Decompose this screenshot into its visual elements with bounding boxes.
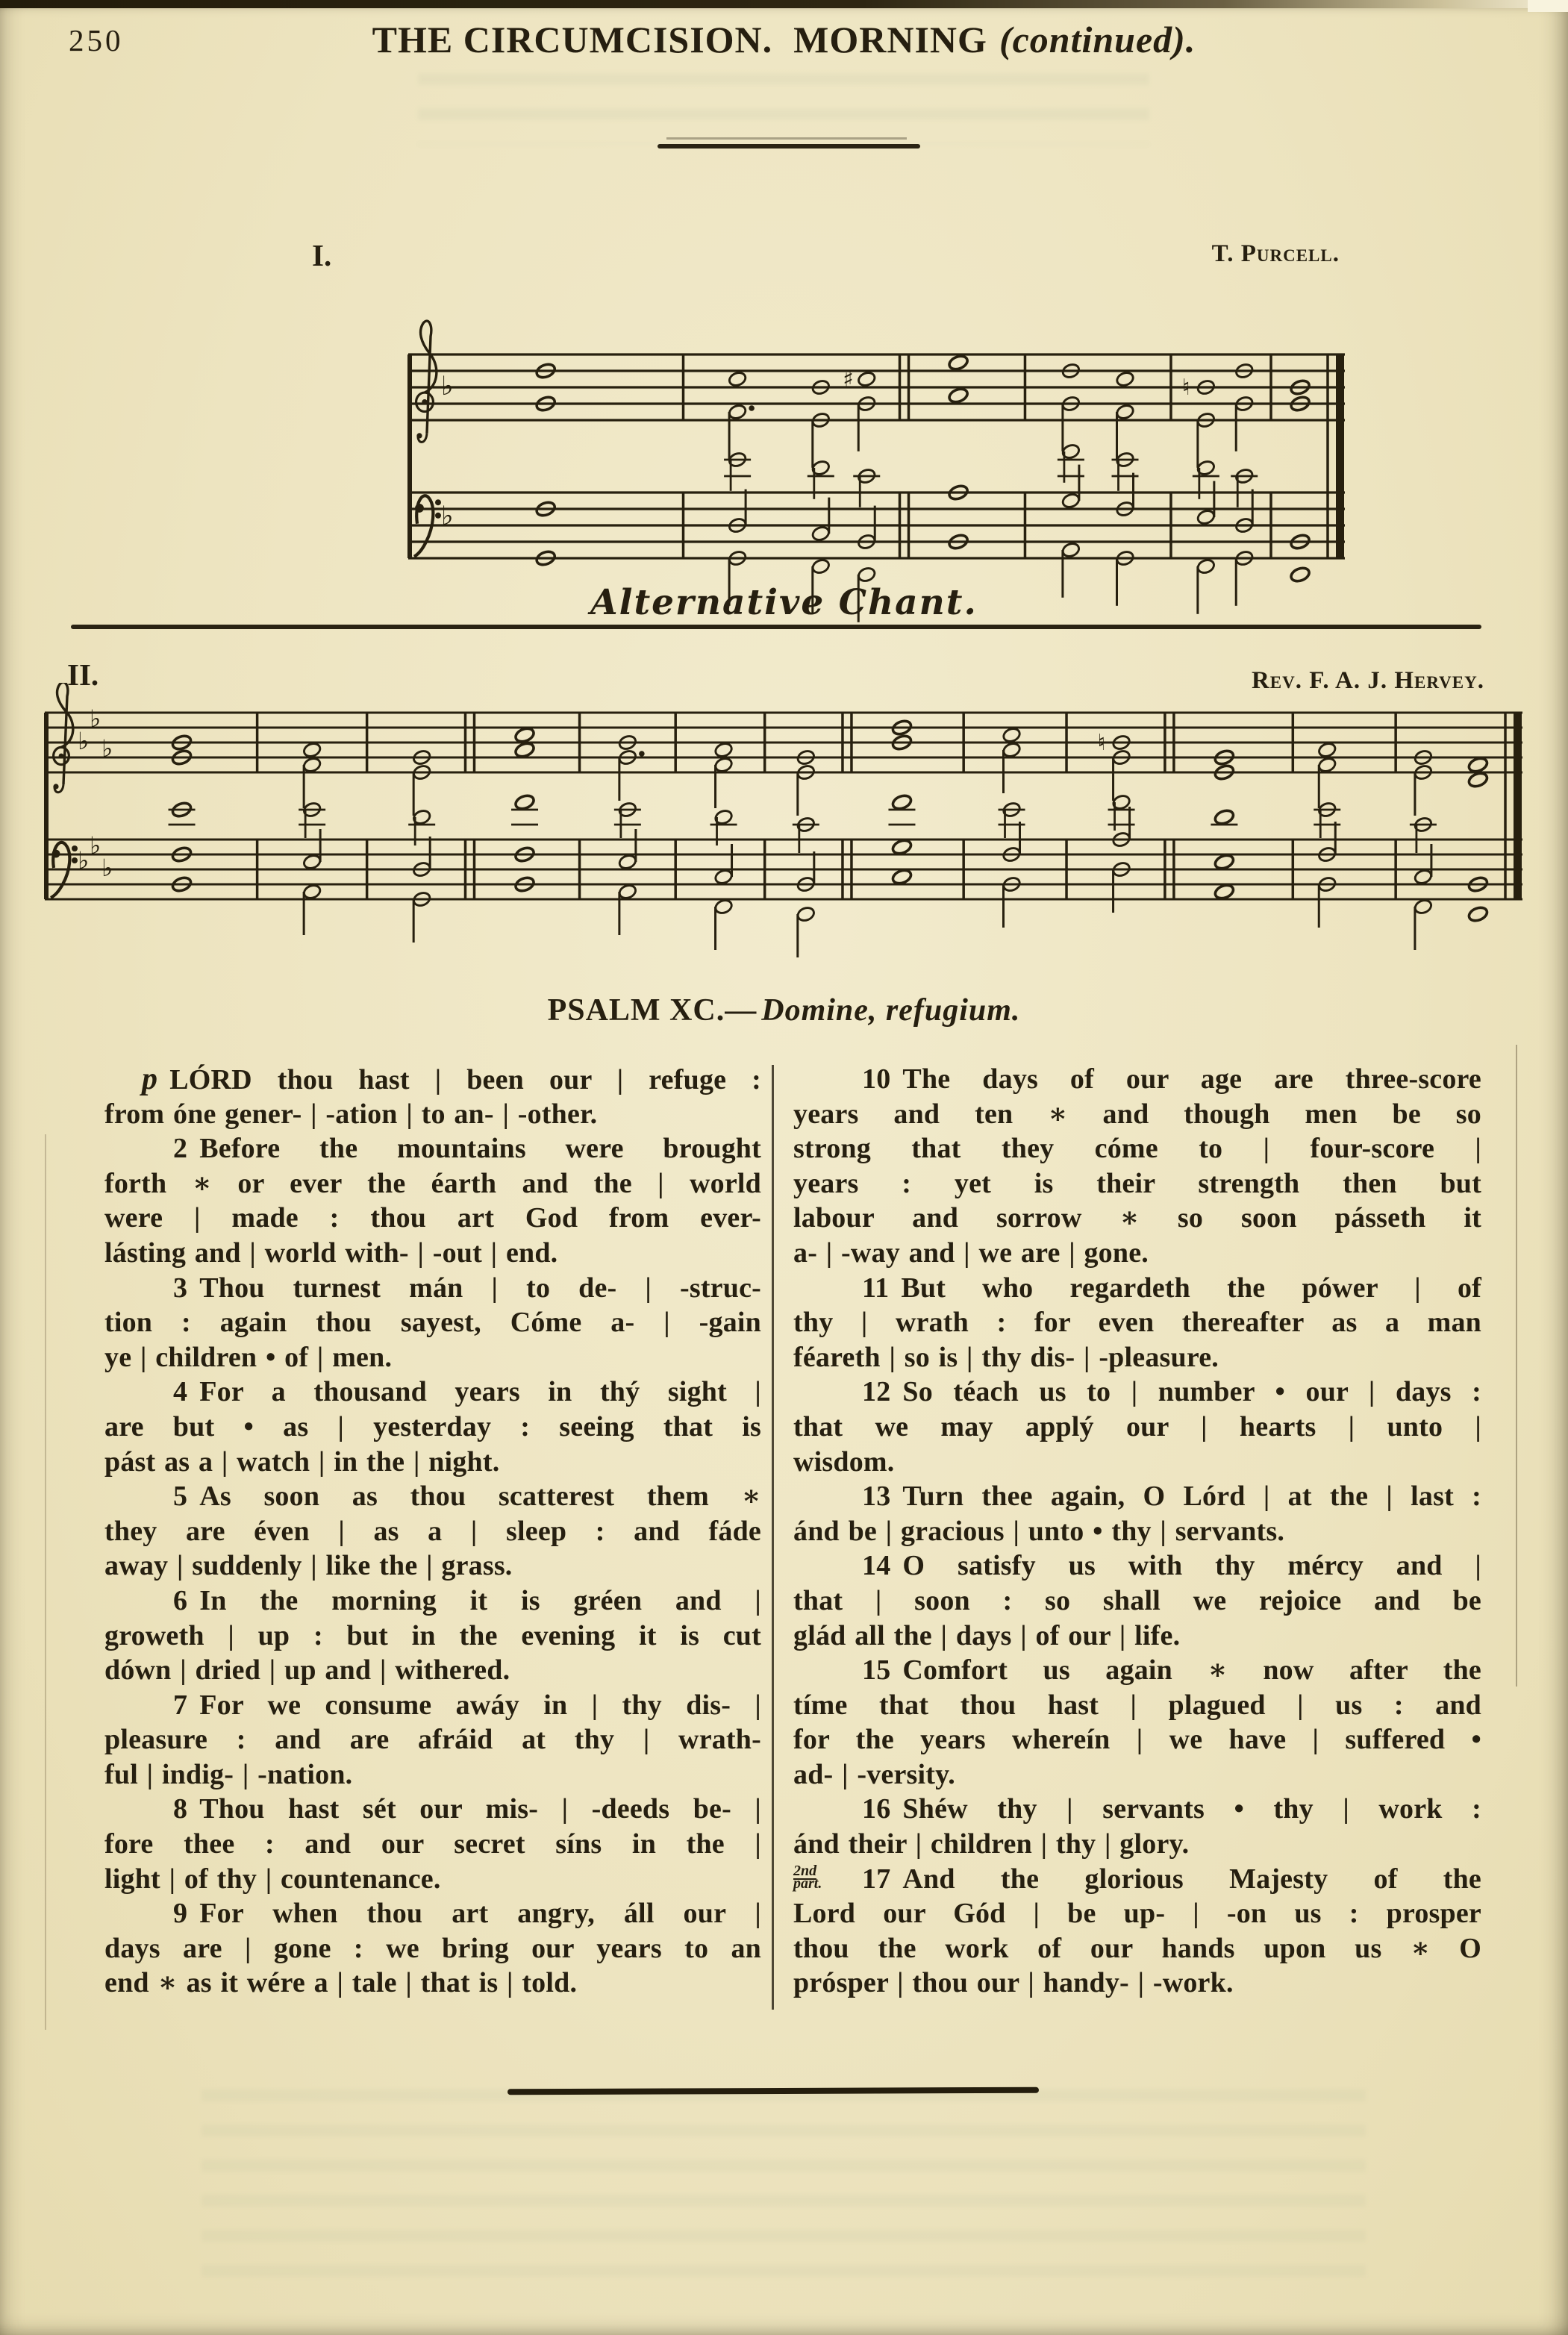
psalm-line: 9 For when thou art angry, áll our | xyxy=(173,1898,761,1930)
psalm-line: strong that they cóme to | four-score | xyxy=(793,1133,1481,1165)
psalm-line: forth ∗ or ever the éarth and the | world xyxy=(104,1167,761,1199)
verse-number: 16 xyxy=(862,1793,891,1825)
psalm-line: days are | gone : we bring our years to an xyxy=(104,1932,761,1964)
psalm-line: tíme that thou hast | plagued | us : and xyxy=(793,1689,1481,1721)
footer-rule xyxy=(507,2087,1039,2095)
alternative-chant-label: Alternative Chant. xyxy=(590,582,978,623)
psalm-line: ad- | -versity. xyxy=(793,1758,955,1790)
psalm-column-left xyxy=(104,1062,761,2001)
psalm-line: 15 Comfort us again ∗ now after the xyxy=(862,1654,1481,1687)
svg-text:♯: ♯ xyxy=(843,366,854,393)
psalm-line: 4 For a thousand years in thý sight | xyxy=(173,1376,761,1408)
psalm-line: 16 Shéw thy | servants • thy | work : xyxy=(862,1793,1481,1825)
page-title xyxy=(0,18,1568,61)
psalm-line: lásting and | world with- | -out | end. xyxy=(104,1237,558,1269)
psalm-line: away | suddenly | like the | grass. xyxy=(104,1550,513,1582)
psalm-line: were | made : thou art God from ever- xyxy=(104,1202,761,1234)
alternative-chant-rule xyxy=(71,625,1481,629)
page-number: 250 xyxy=(69,23,124,57)
verse-number: 5 xyxy=(173,1481,188,1513)
verse-number: 9 xyxy=(173,1898,188,1930)
psalm-line: prósper | thou our | handy- | -work. xyxy=(793,1967,1234,1999)
verse-number: 12 xyxy=(862,1376,891,1408)
psalm-line: wisdom. xyxy=(793,1445,895,1478)
psalm-line: are but • as | yesterday : seeing that is xyxy=(104,1410,761,1442)
psalm-line: ful | indig- | -nation. xyxy=(104,1758,353,1790)
column-divider-rule xyxy=(772,1065,774,2010)
psalm-line: end ∗ as it wére a | tale | that is | told. xyxy=(104,1967,578,1999)
psalm-line: tion : again thou sayest, Cóme a- | -gain xyxy=(104,1307,761,1339)
verse-number: 10 xyxy=(862,1063,891,1095)
psalm-line: glád all the | days | of our | life. xyxy=(793,1619,1181,1651)
psalm-heading-roman: PSALM XC.— xyxy=(547,993,758,1028)
verse-number: 14 xyxy=(862,1550,891,1582)
psalm-line: 2nd part. 17 And the glorious Majesty of the xyxy=(793,1862,1481,1895)
chant-1-composer: T. Purcell. xyxy=(1211,240,1340,267)
scan-corner xyxy=(1528,0,1568,12)
psalm-line: 10 The days of our age are three-score xyxy=(862,1063,1481,1095)
psalm-line: a- | -way and | we are | gone. xyxy=(793,1237,1149,1269)
verse-number: 11 xyxy=(862,1272,890,1304)
svg-text:♭: ♭ xyxy=(101,854,113,882)
psalm-line: 12 So téach us to | number • our | days : xyxy=(862,1376,1481,1408)
psalm-column-right xyxy=(793,1062,1481,2001)
bleed-through-ghost xyxy=(418,73,1149,145)
psalm-line: fore thee : and our secret síns in the | xyxy=(104,1828,761,1860)
psalm-line: they are éven | as a | sleep : and fáde xyxy=(104,1515,761,1547)
svg-text:♭: ♭ xyxy=(441,370,454,401)
chant-2-composer: Rev. F. A. J. Hervey. xyxy=(1251,667,1484,694)
psalm-line: 6 In the morning it is gréen and | xyxy=(173,1584,761,1616)
psalm-line: 5 As soon as thou scatterest them ∗ xyxy=(173,1481,761,1513)
piano-dynamic-mark: p xyxy=(142,1062,158,1096)
music-staff-chant-2 xyxy=(43,683,1525,1004)
scan-top-edge xyxy=(0,0,1568,8)
psalm-line: thy | wrath : for even thereafter as a man xyxy=(793,1307,1481,1339)
verse-number: 13 xyxy=(862,1481,891,1513)
gutter-shadow-line xyxy=(45,1134,46,2030)
psalm-line: pleasure : and are afráid at thy | wrath- xyxy=(104,1724,761,1756)
verse-number: 15 xyxy=(862,1654,891,1687)
verse-number: 6 xyxy=(173,1584,188,1616)
psalm-line: dówn | dried | up and | withered. xyxy=(104,1654,510,1687)
verse-number: 7 xyxy=(173,1689,188,1721)
psalm-line: 2 Before the mountains were brought xyxy=(173,1133,761,1165)
svg-text:♭: ♭ xyxy=(78,846,90,875)
chant-2-music xyxy=(43,683,1525,1004)
title-part1: THE CIRCUMCISION. xyxy=(372,19,773,60)
psalm-line: 11 But who regardeth the pówer | of xyxy=(862,1272,1481,1304)
svg-text:♭: ♭ xyxy=(441,500,454,531)
second-part-marker: 2nd part. xyxy=(793,1862,822,1892)
verse-number: 4 xyxy=(173,1376,188,1408)
svg-text:♮: ♮ xyxy=(1181,375,1190,401)
svg-text:♮: ♮ xyxy=(1097,730,1106,756)
psalm-line: ánd their | children | thy | glory. xyxy=(793,1828,1190,1860)
psalm-line: thou the work of our hands upon us ∗ O xyxy=(793,1932,1481,1964)
psalm-line: from óne gener- | -ation | to an- | -other. xyxy=(104,1098,598,1130)
psalm-line: ye | children • of | men. xyxy=(104,1341,393,1373)
psalm-line: Lord our Gód | be up- | -on us : prosper xyxy=(793,1898,1481,1930)
chant-2-label: II. xyxy=(67,657,99,692)
verse-number: 8 xyxy=(173,1793,188,1825)
psalm-line: that | soon : so shall we rejoice and be xyxy=(793,1584,1481,1616)
psalm-line: 14 O satisfy us with thy mércy and | xyxy=(862,1550,1481,1582)
psalm-line: p LÓRD thou hast | been our | refuge : xyxy=(142,1062,761,1096)
verse-number: 3 xyxy=(173,1272,188,1304)
verse-number: 2 xyxy=(173,1133,188,1165)
margin-line xyxy=(1516,1045,1517,1687)
chant-1-label: I. xyxy=(312,238,332,272)
psalm-line: years and ten ∗ and though men be so xyxy=(793,1098,1481,1130)
psalm-line: that we may applý our | hearts | unto | xyxy=(793,1410,1481,1442)
title-part2: MORNING xyxy=(793,19,987,60)
svg-text:♭: ♭ xyxy=(90,831,101,860)
psalm-line: light | of thy | countenance. xyxy=(104,1863,441,1895)
psalm-line: 13 Turn thee again, O Lórd | at the | last : xyxy=(862,1481,1481,1513)
psalm-line: groweth | up : but in the evening it is cut xyxy=(104,1619,761,1651)
svg-text:♭: ♭ xyxy=(78,727,90,755)
verse-number: 17 xyxy=(862,1863,891,1895)
psalm-line: labour and sorrow ∗ so soon pásseth it xyxy=(793,1202,1481,1234)
psalm-line: 7 For we consume awáy in | thy dis- | xyxy=(173,1689,761,1721)
psalm-heading-latin: Domine, refugium. xyxy=(761,993,1021,1028)
psalm-line: pást as a | watch | in the | night. xyxy=(104,1445,500,1478)
bleed-through-ghost xyxy=(202,2089,1366,2284)
psalm-line: 3 Thou turnest mán | to de- | -struc- xyxy=(173,1272,761,1304)
psalm-line: 8 Thou hast sét our mis- | -deeds be- | xyxy=(173,1793,761,1825)
psalm-line: ánd be | gracious | unto • thy | servants. xyxy=(793,1515,1285,1547)
svg-text:♭: ♭ xyxy=(101,734,113,763)
header-rule xyxy=(658,144,920,149)
psalm-line: for the years whereín | we have | suffered • xyxy=(793,1724,1481,1756)
psalm-line: years : yet is their strength then but xyxy=(793,1167,1481,1199)
psalm-line: féareth | so is | thy dis- | -pleasure. xyxy=(793,1341,1219,1373)
title-continued: (continued). xyxy=(999,19,1196,60)
svg-text:♭: ♭ xyxy=(90,704,101,733)
psalm-text-columns xyxy=(104,1062,1481,2025)
psalm-heading xyxy=(0,993,1568,1028)
